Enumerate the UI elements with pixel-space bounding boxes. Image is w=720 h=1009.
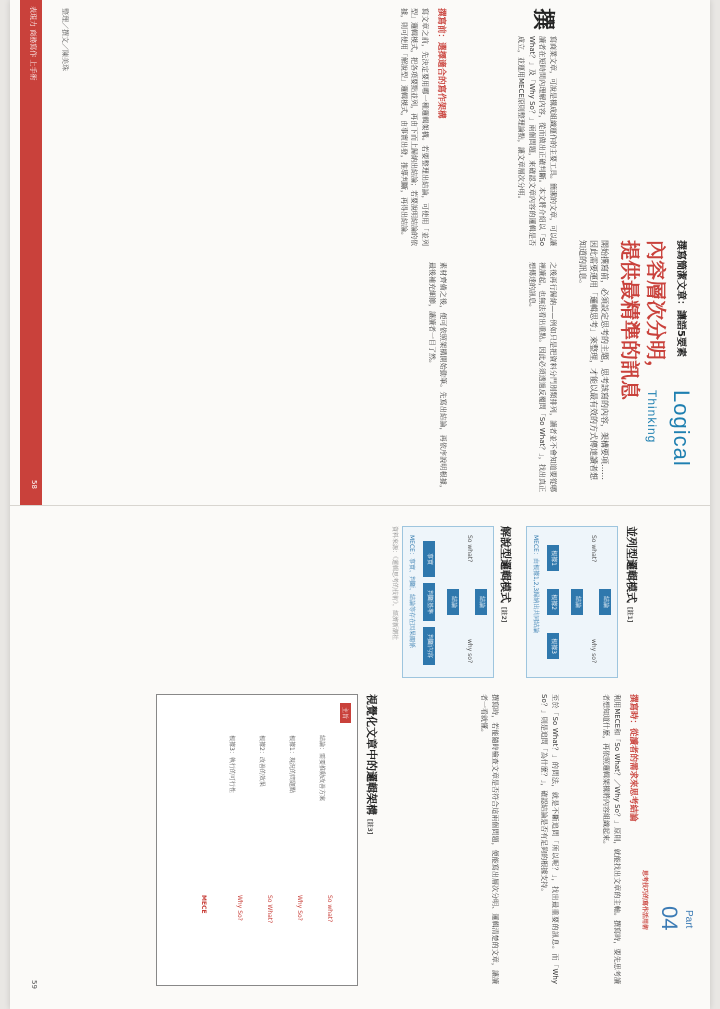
- matrix-label-3: So What?: [266, 895, 273, 924]
- diagram1-item-1: 根據1: [547, 545, 559, 571]
- part-title: 思考技巧的寫作活用術: [641, 870, 648, 931]
- page-number-left: 58: [30, 480, 38, 489]
- matrix-label-mece: MECE: [200, 895, 207, 914]
- part-number: 04: [657, 906, 682, 931]
- source-note: 資料來源：《邏輯思考的技術》，經濟新潮社: [391, 526, 398, 641]
- matrix-row-a: 結論：需要推動改善方案: [318, 735, 325, 802]
- diagram2-title: 解說型邏輯模式 [註2]: [499, 526, 512, 623]
- diagram2-panel: [402, 526, 494, 678]
- page-title-line2: 提供最精準的訊息: [618, 240, 642, 400]
- diagram1-title: 並列型邏輯模式 [註1]: [625, 526, 638, 623]
- page-title-line1: 內容層次分明，: [644, 240, 668, 380]
- diagram1-item-3: 根據3: [547, 633, 559, 659]
- diagram1-top-box: 結論: [599, 589, 611, 615]
- logic-matrix: [156, 694, 358, 986]
- matrix-label-1: So what?: [326, 895, 333, 923]
- logical-logo: Logical Thinking: [645, 390, 694, 467]
- matrix-label-2: Why So?: [296, 895, 303, 921]
- section3-title: 視覺化文章中的邏輯架構 [註3]: [365, 694, 378, 835]
- diagram2-item-1: 事實: [423, 541, 435, 577]
- body-right-3: 撰寫時，若能隨時檢查文章是否符合這兩個問題，便能寫出層次分明、邏輯清楚的文章，讓讀者一看就懂。: [480, 694, 499, 984]
- diagram1-why-so: why so?: [590, 639, 597, 664]
- magazine-spread: [10, 0, 710, 1009]
- diagram2-caption: MECE：事實、判斷、結論等存在因果關係: [408, 535, 415, 648]
- diagram1-mid-box: 結論: [571, 589, 583, 615]
- diagram2-item-2: 判斷基準: [423, 583, 435, 621]
- subhead-while-writing: 撰寫時：從讀者的需求來思考結論: [628, 694, 638, 822]
- footer-credit: 整理／撰文／陳美珠: [61, 8, 69, 71]
- body-col2: 寫文章之前，先決定要用哪一種邏輯架構。若要整理出結論，可使用「並列型」邏輯模式，把各項要點並列，再由下而上歸納出結論；若要說明結論的依據，則可使用「解說型」邏輯模式，由事實出發，推導判斷，再得出結論。: [400, 8, 429, 246]
- body-col1: 寫商業文章，可說是構成組織運作的主要工具。簡潔的文章，可以讓讀者在短時間內理解內容，從而做出正確判斷。本文將介紹以「So What？」及「Why So？」兩個問題，來確認文章內容的邏輯是否成立，並運用MECE原則整理論點，讓文章層次分明。: [517, 36, 557, 246]
- running-head: 表現力 商務寫作 上手術: [29, 6, 37, 81]
- body-right-1: 利用MECE和「So What？／Why So？」原則，就能找出文章的主軸。撰寫時，要先思考讀者想知道什麼，再依照邏輯架構將內容組織起來。: [602, 694, 621, 984]
- matrix-label-4: Why So?: [236, 895, 243, 921]
- matrix-row-b: 根據1：現況的問題點: [288, 735, 295, 793]
- diagram1-so-what: So what?: [590, 535, 597, 563]
- matrix-row-d: 根據3：執行的可行性: [228, 735, 235, 793]
- diagram1-caption: MECE：由根據1,2,3歸納出共同結論: [532, 535, 539, 634]
- body-col4: 素材齊備之後，便可依照架構開始動筆。先寫出結論，再依序說明根據，最後補充細節，讓讀者一目了然。: [428, 262, 447, 492]
- diagram1-item-2: 根據2: [547, 589, 559, 615]
- matrix-header: 主旨: [340, 703, 351, 723]
- diagram1-panel: [526, 526, 618, 678]
- intro-text: 開始撰寫前，必須設定思考的主題，思考該寫的內容，架構要項……因此需要運用「邏輯思考」來整理，才能以最有效的方式傳達讀者想知道的訊息。: [578, 240, 609, 480]
- diagram2-so-what: So what?: [466, 535, 473, 563]
- body-col3: 之後再行歸納——例如只是把資料分門別類排列，讀者並不會知道要從哪裡讀起，也無法看出重點。因此必須透過反覆問「So What？」，找出真正想傳達的訊息。: [528, 262, 557, 492]
- kicker: 撰寫簡潔文章：讓語5要素: [675, 240, 686, 357]
- body-right-2: 至於「So What？」的問法，就是不斷追問「所以呢？」，找出最重要的訊息。而「Why So？」則是追問「為什麼？」，確認結論是否有足夠的根據支持。: [540, 694, 559, 984]
- page-number-right: 59: [30, 980, 38, 989]
- diagram2-why-so: why so?: [466, 639, 473, 664]
- matrix-row-c: 根據2：改善的效果: [258, 735, 265, 787]
- rotated-spread: [10, 0, 710, 1009]
- diagram2-item-3: 判斷內容: [423, 627, 435, 665]
- diagram2-top-box: 結論: [475, 589, 487, 615]
- part-label: Part: [683, 910, 694, 929]
- diagram2-mid-box: 結論: [447, 589, 459, 615]
- subhead-before-writing: 撰寫前：選擇適合的寫作架構: [436, 8, 446, 119]
- drop-cap: 撰: [530, 8, 555, 31]
